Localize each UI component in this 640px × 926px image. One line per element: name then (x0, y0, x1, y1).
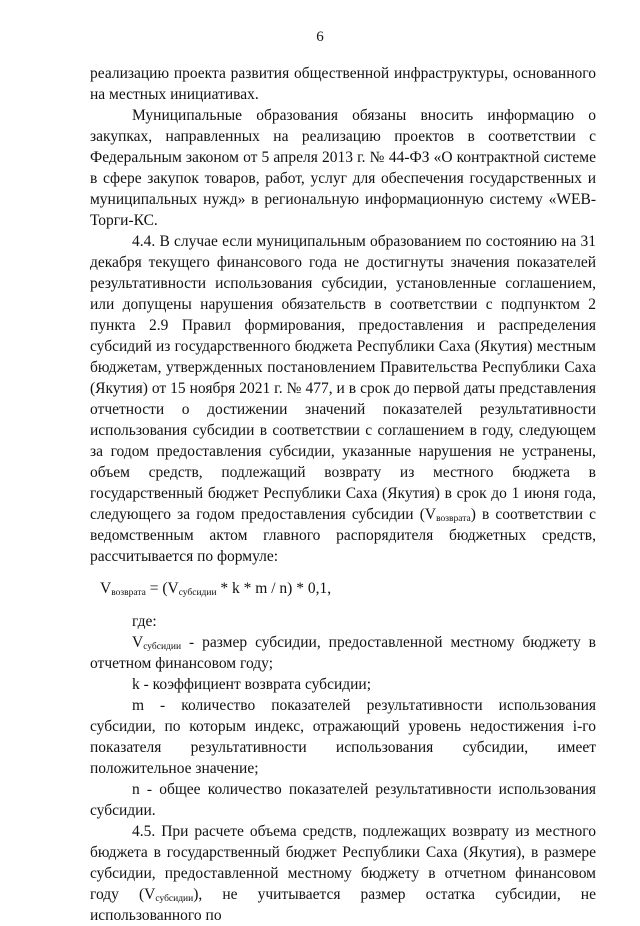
paragraph-procurement-info: Муниципальные образования обязаны вносить информацию о закупках, направленных на реализацию проектов в соответствии с Федеральным законом от 5 апреля 2013 г. № 44-ФЗ «О контрактной системе в сфере закупок товаров, работ, услуг для обеспечения государственных и муниципальных нужд» в региональную информационную систему «WEB-Торги-КС. (90, 107, 596, 229)
formula-sub-subsidy: субсидии (178, 588, 217, 598)
definition-v-subsidy (90, 632, 596, 674)
where-label: где: (132, 613, 157, 630)
paragraph-4-4 (90, 231, 596, 567)
paragraph-4-5 (90, 821, 596, 926)
subscript-return: возврата (436, 514, 471, 524)
paragraph-4-5-subscript: субсидии (155, 894, 194, 904)
paragraph-4-5-text-b: ), не учитывается размер остатка субсидии, не использованного по (90, 886, 596, 924)
formula (90, 578, 596, 599)
definition-n: n - общее количество показателей результативности использования субсидии. (90, 781, 596, 819)
formula-rest: * k * m / n) * 0,1, (216, 580, 332, 597)
page-number: 6 (316, 29, 324, 45)
definition-v-subscript: субсидии (143, 642, 182, 652)
definition-v-letter: V (132, 634, 144, 651)
definition-m: m - количество показателей результативности использования субсидии, по которым индекс, отражающий уровень недостижения i-го показателя результативности использования субсидии, имеет положительное значение; (90, 697, 596, 777)
definition-v-text: - размер субсидии, предоставленной местному бюджету в отчетном финансовом году; (90, 634, 596, 672)
definition-k: k - коэффициент возврата субсидии; (132, 676, 372, 693)
paragraph-4-4-text-b: ) в соответствии с ведомственным актом главного распорядителя бюджетных средств, рассчитывается по формуле: (90, 506, 596, 565)
paragraph-continuation: реализацию проекта развития общественной инфраструктуры, основанного на местных инициативах. (90, 65, 596, 103)
formula-sub-return: возврата (111, 588, 146, 598)
paragraph-4-5-text-a: 4.5. При расчете объема средств, подлежащих возврату из местного бюджета в государственный бюджет Республики Саха (Якутия), в размере субсидии, предоставленной местному бюджету в отчетном финансовом году (V (90, 823, 596, 903)
document-body (90, 63, 596, 926)
paragraph-4-4-text-a: 4.4. В случае если муниципальным образованием по состоянию на 31 декабря текущего финансового года не достигнуты значения показателей результативности использования субсидии, установленные соглашением, или допущены нарушения обязательств в соответствии с подпунктом 2 пункта 2.9 Правил формирования, предоставления и распределения субсидий из государственного бюджета Республики Саха (Якутия) местным бюджетам, утвержденных постановлением Правительства Республики Саха (Якутия) от 15 ноября 2021 г. № 477, и в срок до первой даты представления отчетности о достижении значений показателей результативности использования субсидии в соответствии с соглашением в году, следующем за годом предоставления субсидии, указанные нарушения не устранены, объем средств, подлежащий возврату из местного бюджета в государственный бюджет Республики Саха (Якутия) в срок до 1 июня года, следующего за годом предоставления субсидии (V (90, 233, 596, 523)
formula-v: V (100, 580, 112, 597)
formula-mid: = (V (145, 580, 179, 597)
